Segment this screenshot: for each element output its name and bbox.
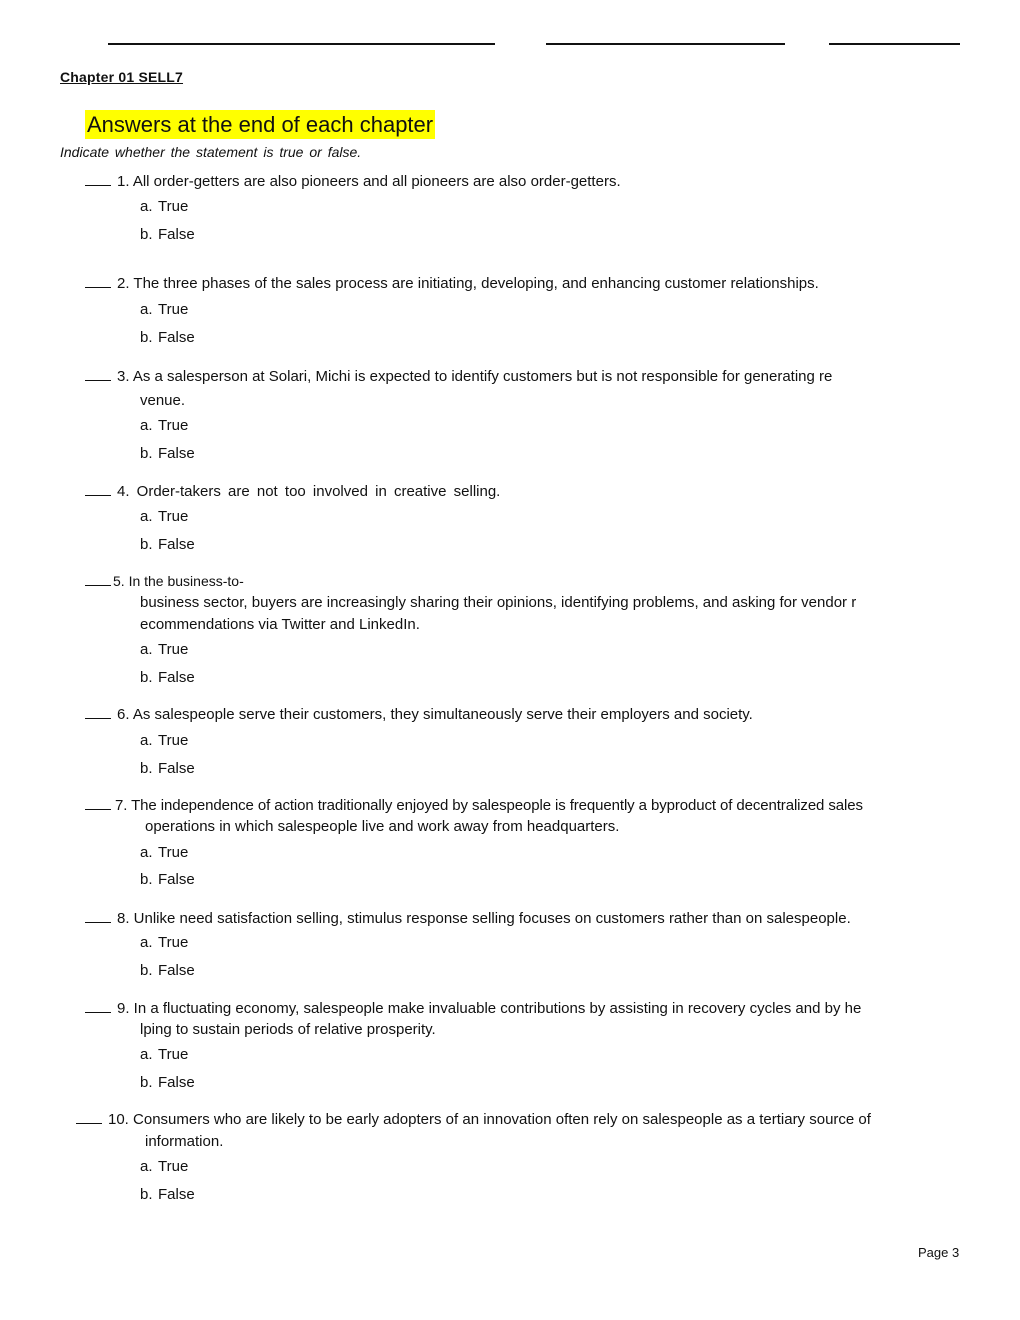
option-label: False xyxy=(158,760,195,777)
answers-banner: Answers at the end of each chapter xyxy=(87,112,434,137)
option-b[interactable] xyxy=(140,759,195,779)
question-text: 10. Consumers who are likely to be early adopters of an innovation often rely on salespeople as a tertiary source of xyxy=(108,1111,871,1128)
option-a[interactable] xyxy=(140,416,188,436)
option-letter: b. xyxy=(140,329,153,346)
answer-blank[interactable] xyxy=(85,275,111,288)
question-6 xyxy=(85,704,753,725)
option-label: False xyxy=(158,962,195,979)
question-text: 7. The independence of action traditionally enjoyed by salespeople is frequently a byproduct of decentralized sales xyxy=(115,797,863,814)
question-5-continuation-2: ecommendations via Twitter and LinkedIn. xyxy=(140,616,420,633)
option-label: False xyxy=(158,871,195,888)
answer-blank[interactable] xyxy=(85,483,111,496)
option-letter: a. xyxy=(140,301,153,318)
option-letter: b. xyxy=(140,226,153,243)
name-line xyxy=(108,43,495,45)
question-9-continuation: lping to sustain periods of relative prosperity. xyxy=(140,1021,436,1038)
option-letter: b. xyxy=(140,1074,153,1091)
question-text: 4. Order-takers are not too involved in creative selling. xyxy=(117,483,501,500)
option-label: True xyxy=(158,934,189,951)
question-text: 1. All order-getters are also pioneers and all pioneers are also order-getters. xyxy=(117,173,621,190)
option-a[interactable] xyxy=(140,640,188,660)
option-letter: a. xyxy=(140,934,153,951)
option-label: False xyxy=(158,536,195,553)
option-b[interactable] xyxy=(140,870,195,890)
answer-blank[interactable] xyxy=(85,173,111,186)
option-label: True xyxy=(158,844,189,861)
option-b[interactable] xyxy=(140,668,195,688)
question-7-continuation: operations in which salespeople live and work away from headquarters. xyxy=(145,818,620,835)
option-label: False xyxy=(158,1186,195,1203)
answer-blank[interactable] xyxy=(85,368,111,381)
option-b[interactable] xyxy=(140,1073,195,1093)
question-text: 3. As a salesperson at Solari, Michi is expected to identify customers but is not responsible for generating re xyxy=(117,368,833,385)
option-letter: b. xyxy=(140,962,153,979)
question-text: 8. Unlike need satisfaction selling, stimulus response selling focuses on customers rather than on salespeople. xyxy=(117,910,851,927)
option-label: False xyxy=(158,445,195,462)
option-letter: b. xyxy=(140,871,153,888)
option-a[interactable] xyxy=(140,197,188,217)
option-label: False xyxy=(158,1074,195,1091)
instructions: Indicate whether the statement is true or false. xyxy=(60,144,362,160)
option-b[interactable] xyxy=(140,1185,195,1205)
question-10 xyxy=(76,1109,871,1130)
class-line xyxy=(546,43,785,45)
question-5 xyxy=(85,571,244,592)
question-text: 5. In the business-to- xyxy=(113,573,244,589)
option-letter: b. xyxy=(140,760,153,777)
question-text: 6. As salespeople serve their customers, they simultaneously serve their employers and society. xyxy=(117,706,753,723)
option-label: False xyxy=(158,329,195,346)
option-label: True xyxy=(158,641,189,658)
option-a[interactable] xyxy=(140,300,188,320)
option-letter: a. xyxy=(140,844,153,861)
question-7 xyxy=(85,795,863,816)
option-label: False xyxy=(158,226,195,243)
chapter-title: Chapter 01 SELL7 xyxy=(60,69,184,85)
question-8 xyxy=(85,908,851,929)
option-letter: a. xyxy=(140,417,153,434)
option-label: True xyxy=(158,732,189,749)
option-letter: a. xyxy=(140,1046,153,1063)
answer-blank[interactable] xyxy=(85,1000,111,1013)
option-a[interactable] xyxy=(140,843,188,863)
option-label: True xyxy=(158,417,189,434)
option-b[interactable] xyxy=(140,535,195,555)
page-number: Page 3 xyxy=(918,1245,960,1260)
answer-blank[interactable] xyxy=(85,910,111,923)
option-label: True xyxy=(158,508,189,525)
option-a[interactable] xyxy=(140,1157,188,1177)
option-label: False xyxy=(158,669,195,686)
option-letter: b. xyxy=(140,1186,153,1203)
option-b[interactable] xyxy=(140,225,195,245)
option-b[interactable] xyxy=(140,444,195,464)
option-b[interactable] xyxy=(140,961,195,981)
option-letter: b. xyxy=(140,536,153,553)
option-label: True xyxy=(158,1158,189,1175)
option-label: True xyxy=(158,198,189,215)
answer-blank[interactable] xyxy=(85,573,111,586)
option-a[interactable] xyxy=(140,1045,188,1065)
option-letter: b. xyxy=(140,669,153,686)
question-9 xyxy=(85,998,861,1019)
option-a[interactable] xyxy=(140,933,188,953)
question-5-continuation: business sector, buyers are increasingly sharing their opinions, identifying problems, and asking for vendor r xyxy=(140,594,857,611)
question-text: 9. In a fluctuating economy, salespeople make invaluable contributions by assisting in recovery cycles and by he xyxy=(117,1000,862,1017)
option-letter: a. xyxy=(140,198,153,215)
option-letter: a. xyxy=(140,1158,153,1175)
option-a[interactable] xyxy=(140,507,188,527)
date-line xyxy=(829,43,960,45)
question-2 xyxy=(85,273,819,294)
option-letter: a. xyxy=(140,508,153,525)
option-letter: a. xyxy=(140,641,153,658)
answer-blank[interactable] xyxy=(85,706,111,719)
option-label: True xyxy=(158,1046,189,1063)
option-letter: a. xyxy=(140,732,153,749)
option-b[interactable] xyxy=(140,328,195,348)
option-letter: b. xyxy=(140,445,153,462)
answer-blank[interactable] xyxy=(76,1111,102,1124)
answer-blank[interactable] xyxy=(85,797,111,810)
option-a[interactable] xyxy=(140,731,188,751)
question-4 xyxy=(85,481,500,502)
question-3 xyxy=(85,366,832,387)
question-10-continuation: information. xyxy=(145,1133,224,1150)
option-label: True xyxy=(158,301,189,318)
question-text: 2. The three phases of the sales process are initiating, developing, and enhancing customer relationships. xyxy=(117,275,819,292)
question-3-continuation: venue. xyxy=(140,392,186,409)
question-1 xyxy=(85,171,621,192)
